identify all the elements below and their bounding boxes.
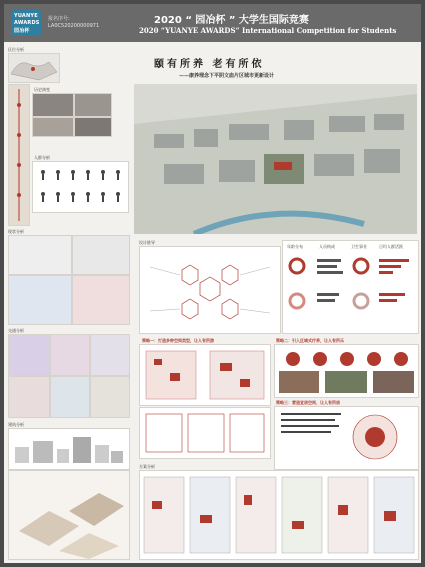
aerial-view xyxy=(134,84,417,234)
competition-title-cn: 2020 “ 园冶杯 ” 大学生国际竞赛 xyxy=(154,15,309,26)
current-map-3 xyxy=(8,275,72,325)
section-building: 建筑分析 xyxy=(8,422,24,427)
strategy1-diagram xyxy=(139,344,271,406)
current-map-2 xyxy=(72,235,130,275)
poster xyxy=(4,4,421,563)
stat-health: 卫生事业 xyxy=(351,244,367,249)
strategy2-title: 策略二：引入区域式疗养，让人有所乐 xyxy=(276,338,344,343)
section-location: 区位分析 xyxy=(8,47,24,52)
strategy3-title: 策略三：营造宜居空间，让人有所居 xyxy=(276,400,340,405)
section-plan: 方案分析 xyxy=(139,464,155,469)
strategy1-details xyxy=(139,407,271,459)
competition-title-en: 2020 “YUANYE AWARDS” International Competition for Students xyxy=(139,26,397,35)
strategy2-photos xyxy=(274,344,419,398)
project-subtitle: ——康养理念下平阴文庙片区城市更新设计 xyxy=(179,73,275,79)
aerial-graphic xyxy=(134,84,417,234)
traffic-map-3 xyxy=(90,334,130,376)
building-perspectives xyxy=(8,470,130,560)
section-current: 现状分析 xyxy=(8,229,24,234)
current-map-1 xyxy=(8,235,72,275)
people-analysis xyxy=(32,161,129,213)
hexagon-diagram xyxy=(140,247,280,333)
history-timeline xyxy=(8,84,30,226)
traffic-map-5 xyxy=(50,376,90,418)
current-map-4 xyxy=(72,275,130,325)
logo-line2: AWARDS xyxy=(14,20,40,26)
plan-analysis-row xyxy=(139,470,419,560)
reg-label: 报名序号: xyxy=(48,16,70,22)
strategy1-title: 策略一：打造多种空间类型，让人有所游 xyxy=(142,338,214,343)
project-title: 颐有所养 老有所依 xyxy=(154,59,265,70)
people-figures xyxy=(33,162,128,212)
section-design: 设计推导 xyxy=(139,240,155,245)
strategy1-graphic xyxy=(140,345,270,405)
logo-line3: 园冶杯 xyxy=(14,28,30,34)
yuanye-logo xyxy=(11,10,41,36)
strategy3-graphic xyxy=(275,407,418,469)
strategy2-graphic xyxy=(275,345,418,397)
stat-activity: 日均人群活跃 xyxy=(379,244,403,249)
plan-maps xyxy=(140,471,418,559)
perspective-graphic xyxy=(9,471,129,559)
history-photo-3 xyxy=(32,117,74,137)
strategy3-diagram xyxy=(274,406,419,470)
stats-panel xyxy=(282,240,419,334)
stats-graphics xyxy=(283,241,418,333)
location-map-graphic xyxy=(9,54,59,82)
section-traffic: 交通分析 xyxy=(8,328,24,333)
design-diagram xyxy=(139,246,281,334)
section-people: 人群分析 xyxy=(34,155,50,160)
building-elevation xyxy=(8,428,130,470)
stat-composition: 人员构成 xyxy=(319,244,335,249)
header-bar xyxy=(4,4,421,42)
traffic-map-1 xyxy=(8,334,50,376)
timeline-graphic xyxy=(9,85,29,225)
history-photo-1 xyxy=(32,93,74,117)
elevation-graphic xyxy=(9,429,129,469)
location-map xyxy=(8,53,60,83)
traffic-map-4 xyxy=(8,376,50,418)
stat-age: 年龄分布 xyxy=(287,244,303,249)
section-history: 历史演变 xyxy=(34,87,50,92)
traffic-map-6 xyxy=(90,376,130,418)
strategy1-detail-graphic xyxy=(140,408,270,458)
logo-line1: YUANYE xyxy=(14,13,38,19)
history-photo-4 xyxy=(74,117,112,137)
history-photo-2 xyxy=(74,93,112,117)
reg-number: LA0C520200000971 xyxy=(48,23,100,29)
traffic-map-2 xyxy=(50,334,90,376)
